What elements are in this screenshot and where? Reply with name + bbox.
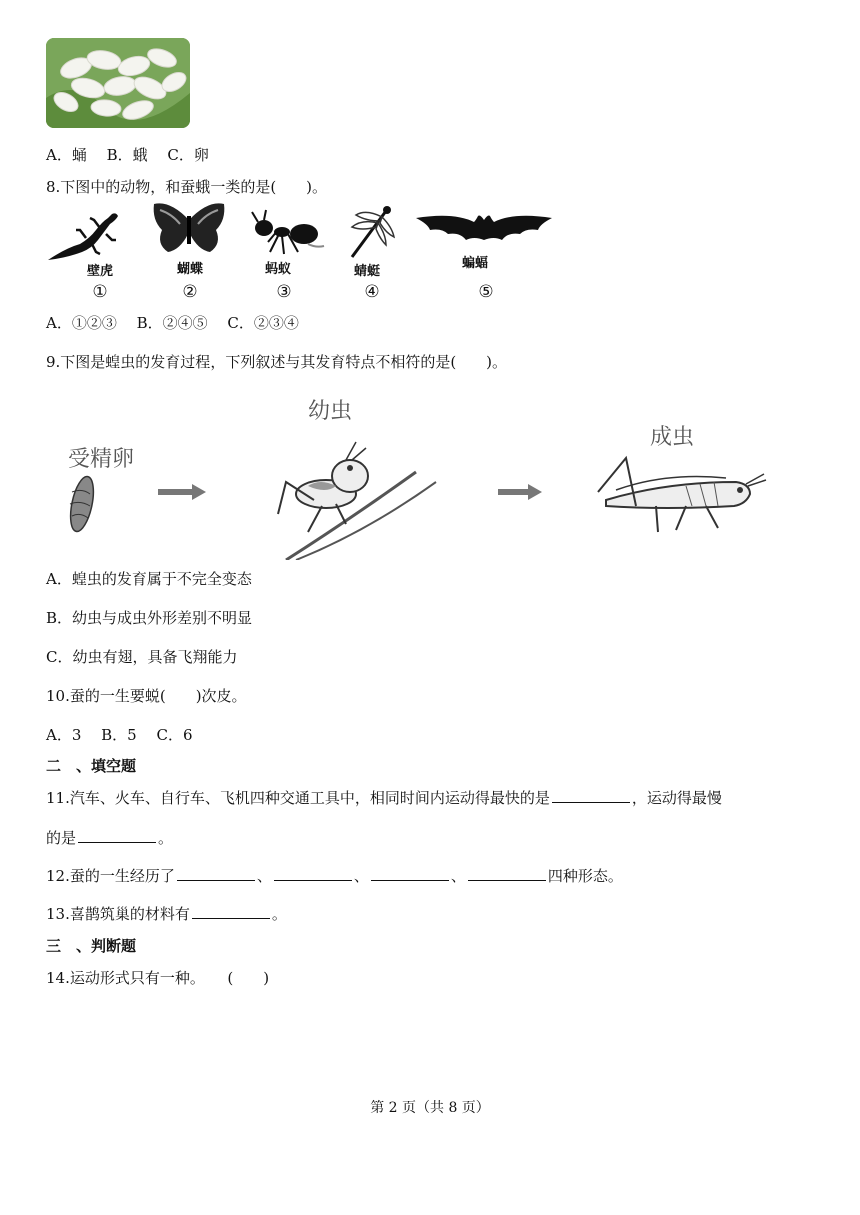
stage-label-nymph: 幼虫 [308, 399, 353, 424]
q11-line1 [46, 788, 722, 808]
ant-icon [248, 208, 326, 262]
q12-sep-2: 、 [353, 867, 369, 885]
section-true-false-title: 三 、判断题 [46, 937, 137, 955]
q11-text-4: 。 [158, 829, 174, 847]
q9-option-a: A．蝗虫的发育属于不完全变态 [46, 570, 252, 588]
animal-num-2: ② [182, 282, 198, 302]
q11-blank-slowest[interactable] [78, 828, 156, 843]
q11-text-1: 11.汽车、火车、自行车、飞机四种交通工具中，相同时间内运动得最快的是 [46, 789, 550, 807]
cocoon-image [46, 38, 190, 128]
page-footer: 第 2 页（共 8 页） [370, 1100, 490, 1116]
q12-text-2: 四种形态。 [547, 867, 623, 885]
q12-blank-4[interactable] [468, 866, 546, 881]
animal-label-2: 蝴蝶 [176, 262, 203, 277]
q11-line2 [46, 828, 173, 848]
q12-blank-3[interactable] [371, 866, 449, 881]
q14-stem: 14.运动形式只有一种。 ( ) [46, 969, 270, 987]
animal-num-5: ⑤ [478, 282, 494, 302]
q12-line [46, 866, 623, 886]
bat-icon [414, 210, 554, 252]
animal-num-3: ③ [276, 282, 292, 302]
animal-label-4: 蜻蜓 [353, 264, 380, 279]
q8-stem: 8.下图中的动物，和蚕蛾一类的是( )。 [46, 178, 328, 196]
q9-option-b: B．幼虫与成虫外形差别不明显 [46, 609, 253, 627]
locust-development-figure [46, 382, 772, 560]
q10-options: A．3 B．5 C．6 [46, 726, 193, 744]
q7-options: A．蛹 B．蛾 C．卵 [46, 146, 209, 164]
butterfly-icon [150, 200, 228, 264]
q8-options: A．①②③ B．②④⑤ C．②③④ [46, 314, 299, 332]
q9-option-c: C．幼虫有翅，具备飞翔能力 [46, 648, 238, 666]
q13-text-1: 13.喜鹊筑巢的材料有 [46, 905, 190, 923]
animal-label-3: 蚂蚁 [264, 262, 291, 277]
q13-blank[interactable] [192, 904, 270, 919]
q11-text-3: 的是 [46, 829, 77, 847]
q12-blank-1[interactable] [177, 866, 255, 881]
section-fill-blank-title: 二 、填空题 [46, 757, 137, 775]
q11-text-2: ，运动得最慢 [631, 789, 722, 807]
q11-blank-fastest[interactable] [552, 788, 630, 803]
q12-blank-2[interactable] [274, 866, 352, 881]
q9-stem: 9.下图是蝗虫的发育过程，下列叙述与其发育特点不相符的是( )。 [46, 353, 508, 371]
animal-num-1: ① [92, 282, 108, 302]
dragonfly-icon [346, 205, 396, 265]
q13-text-2: 。 [271, 905, 287, 923]
animal-label-1: 壁虎 [86, 264, 113, 279]
q13-line [46, 904, 287, 924]
q12-sep-1: 、 [256, 867, 272, 885]
q10-stem: 10.蚕的一生要蜕( )次皮。 [46, 687, 247, 705]
q12-text-1: 12.蚕的一生经历了 [46, 867, 175, 885]
stage-label-adult: 成虫 [650, 425, 695, 450]
animal-label-5: 蝙蝠 [461, 256, 488, 271]
q12-sep-3: 、 [450, 867, 466, 885]
stage-label-egg: 受精卵 [68, 447, 135, 472]
animal-num-4: ④ [364, 282, 380, 302]
gecko-icon [46, 208, 132, 266]
